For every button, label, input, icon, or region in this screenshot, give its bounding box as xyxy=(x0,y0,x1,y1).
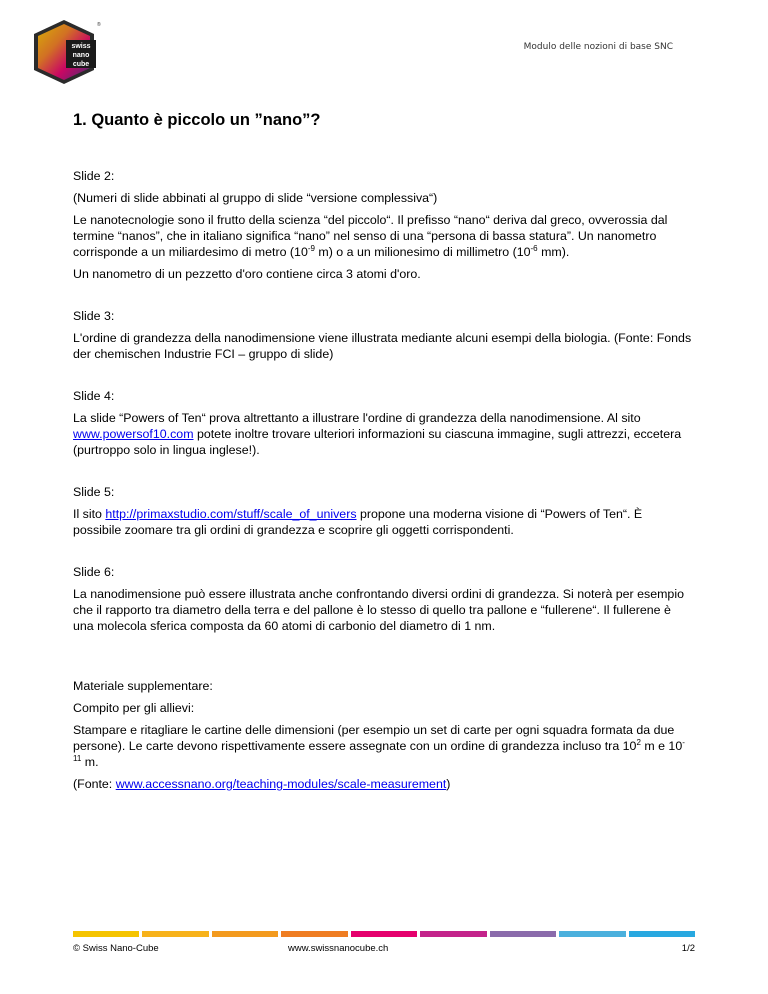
text-run: Il sito xyxy=(73,507,106,521)
slide2-paragraph-2: Un nanometro di un pezzetto d'oro contiene circa 3 atomi d'oro. xyxy=(73,267,421,281)
exponent: -6 xyxy=(530,243,538,253)
color-bar-segment xyxy=(559,931,625,937)
slide2-note: (Numeri di slide abbinati al gruppo di slide “versione complessiva“) xyxy=(73,191,438,205)
slide4-label: Slide 4: xyxy=(73,389,115,403)
text-run: m) o a un milionesimo di millimetro (10 xyxy=(314,245,531,259)
color-bar-segment xyxy=(281,931,347,937)
primaxstudio-link[interactable]: http://primaxstudio.com/stuff/scale_of_univers xyxy=(105,507,357,521)
footer-page-number: 1/2 xyxy=(681,943,695,954)
supplement-label: Materiale supplementare: xyxy=(73,679,213,693)
text-run: m. xyxy=(81,755,99,769)
slide6-paragraph: La nanodimensione può essere illustrata anche confrontando diversi ordini di grandezza. Si noterà per esempio che il rapporto tra diametro della terra e del pallone è lo stesso di quello tra pallone e “fullerene“. Il fullerene è una molecola sferica composta da 60 atomi di carbonio del diametro di 1 nm. xyxy=(73,587,684,633)
powersof10-link[interactable]: www.powersof10.com xyxy=(73,427,194,441)
logo-line-3: cube xyxy=(72,61,90,68)
slide2-paragraph-1 xyxy=(73,212,693,260)
footer-color-bar xyxy=(73,931,695,937)
supplement-source xyxy=(73,776,693,792)
color-bar-segment xyxy=(420,931,486,937)
color-bar-segment xyxy=(212,931,278,937)
task-label: Compito per gli allievi: xyxy=(73,701,195,715)
color-bar-segment xyxy=(490,931,556,937)
logo-line-2: nano xyxy=(72,52,90,59)
supplement-paragraph xyxy=(73,722,693,770)
exponent: 2 xyxy=(636,737,641,747)
footer-copyright: © Swiss Nano-Cube xyxy=(73,943,159,954)
text-run: ) xyxy=(446,777,451,791)
slide4-paragraph xyxy=(73,410,693,458)
color-bar-segment xyxy=(351,931,417,937)
text-run: potete inoltre trovare ulteriori informazioni su ciascuna immagine, sugli attrezzi, eccetera (purtroppo solo in lingua inglese!). xyxy=(73,427,682,457)
text-run: (Fonte: xyxy=(73,777,116,791)
text-run: mm). xyxy=(537,245,570,259)
footer-website: www.swissnanocube.ch xyxy=(288,943,389,954)
document-body xyxy=(73,168,693,798)
slide5-label: Slide 5: xyxy=(73,485,115,499)
slide5-paragraph xyxy=(73,506,693,538)
text-run: Le nanotecnologie sono il frutto della scienza “del piccolo“. Il prefisso “nano“ deriva dal greco, ovverossia dal termine “nanos”, che in italiano significa “nano” nel senso di una “persona di bassa statura”. Un nanometro corrisponde a un miliardesimo di metro (10 xyxy=(73,213,668,259)
slide6-label: Slide 6: xyxy=(73,565,115,579)
logo-line-1: swiss xyxy=(71,43,91,50)
text-run: Stampare e ritagliare le cartine delle dimensioni (per esempio un set di carte per ogni squadra formata da due persone). Le carte devono rispettivamente essere assegnate con un ordine di grandezza incluso tra 10 xyxy=(73,723,675,753)
exponent: -11 xyxy=(73,737,685,763)
color-bar-segment xyxy=(142,931,208,937)
accessnano-link[interactable]: www.accessnano.org/teaching-modules/scale-measurement xyxy=(115,777,447,791)
swiss-nano-cube-logo xyxy=(30,18,110,86)
page-title: 1. Quanto è piccolo un ”nano”? xyxy=(73,111,321,129)
registered-mark: ® xyxy=(97,22,101,28)
color-bar-segment xyxy=(629,931,695,937)
slide2-label: Slide 2: xyxy=(73,169,115,183)
text-run: propone una moderna visione di “Powers of Ten“. È possibile zoomare tra gli ordini di grandezza e scoprire gli oggetti corrispondenti. xyxy=(73,507,643,537)
text-run: La slide “Powers of Ten“ prova altrettanto a illustrare l'ordine di grandezza della nanodimensione. Al sito xyxy=(73,411,641,425)
slide3-label: Slide 3: xyxy=(73,309,115,323)
slide3-paragraph: L'ordine di grandezza della nanodimensione viene illustrata mediante alcuni esempi della biologia. (Fonte: Fonds der chemischen Industrie FCI – gruppo di slide) xyxy=(73,331,692,361)
color-bar-segment xyxy=(73,931,139,937)
exponent: -9 xyxy=(307,243,315,253)
text-run: m e 10 xyxy=(640,739,683,753)
header-module-title: Modulo delle nozioni di base SNC xyxy=(523,42,673,52)
